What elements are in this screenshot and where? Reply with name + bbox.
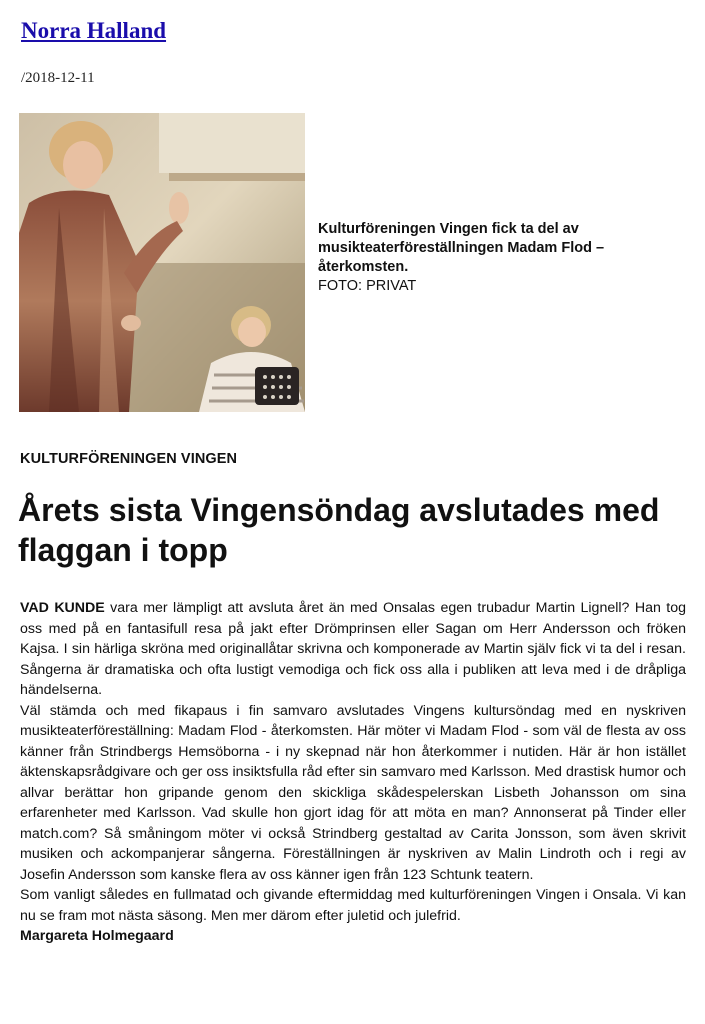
article-headline: Årets sista Vingensöndag avslutades med flaggan i topp — [18, 492, 660, 568]
author-byline: Margareta Holmegaard — [20, 928, 174, 944]
photo-caption — [318, 220, 678, 296]
article-kicker: KULTURFÖRENINGEN VINGEN — [20, 451, 238, 467]
paragraph-1 — [20, 598, 686, 701]
paragraph-1-text: vara mer lämpligt att avsluta året än med Onsalas egen trubadur Martin Lignell? Han tog oss med på en fantasifull resa på jakt efter Drömprinsen eller Sagan om Herr Andersson och fröken Kajsa. I sin härliga skröna med originallåtar skrivna och komponerade av Martin själv fick vi ta del i resan. Sångerna är dramatiska och ofta lustigt vemodiga och fick oss alla i publiken att leva med i de dråpliga händelserna. — [20, 600, 686, 698]
publication-link[interactable]: Norra Halland — [21, 18, 167, 43]
caption-text: Kulturföreningen Vingen fick ta del av musikteaterföreställningen Madam Flod – återkomsten. — [318, 221, 605, 275]
performers-photo — [19, 113, 305, 412]
paragraph-3: Som vanligt således en fullmatad och givande eftermiddag med kulturföreningen Vingen i Onsala. Vi kan nu se fram mot nästa säsong. Men mer därom efter juletid och julefrid. — [20, 887, 686, 924]
publish-date: /2018-12-11 — [21, 70, 95, 86]
photo-credit: FOTO: PRIVAT — [318, 278, 417, 294]
paragraph-2: Väl stämda och med fikapaus i fin samvaro avslutades Vingens kultursöndag med en nyskriven musikteaterföreställning: Madam Flod - återkomsten. Här möter vi Madam Flod - som väl de flesta av oss känner från Strindbergs Hemsöborna - i ny skepnad när hon återkommer i nutiden. Här är hon istället äktenskapsrådgivare och ger oss insiktsfulla råd efter sin samvaro med Karlsson. Med drastisk humor och allvar berättar hon gripande genom den skickliga skådespelerskan Lisbeth Johansson om sina erfarenheter med Karlsson. Vad skulle hon gjort idag för att möta en man? Annonserat på Tinder eller match.com? Så småningom möter vi också Strindberg gestaltad av Carita Jonsson, som även skrivit musiken och ackompanjerar sångerna. Föreställningen är nyskriven av Malin Lindroth och i regi av Josefin Andersson som kanske flera av oss känner igen från 123 Schtunk teatern. — [20, 702, 686, 883]
article-photo — [19, 113, 305, 412]
article-body — [20, 598, 686, 947]
lead-in: VAD KUNDE — [20, 600, 105, 616]
